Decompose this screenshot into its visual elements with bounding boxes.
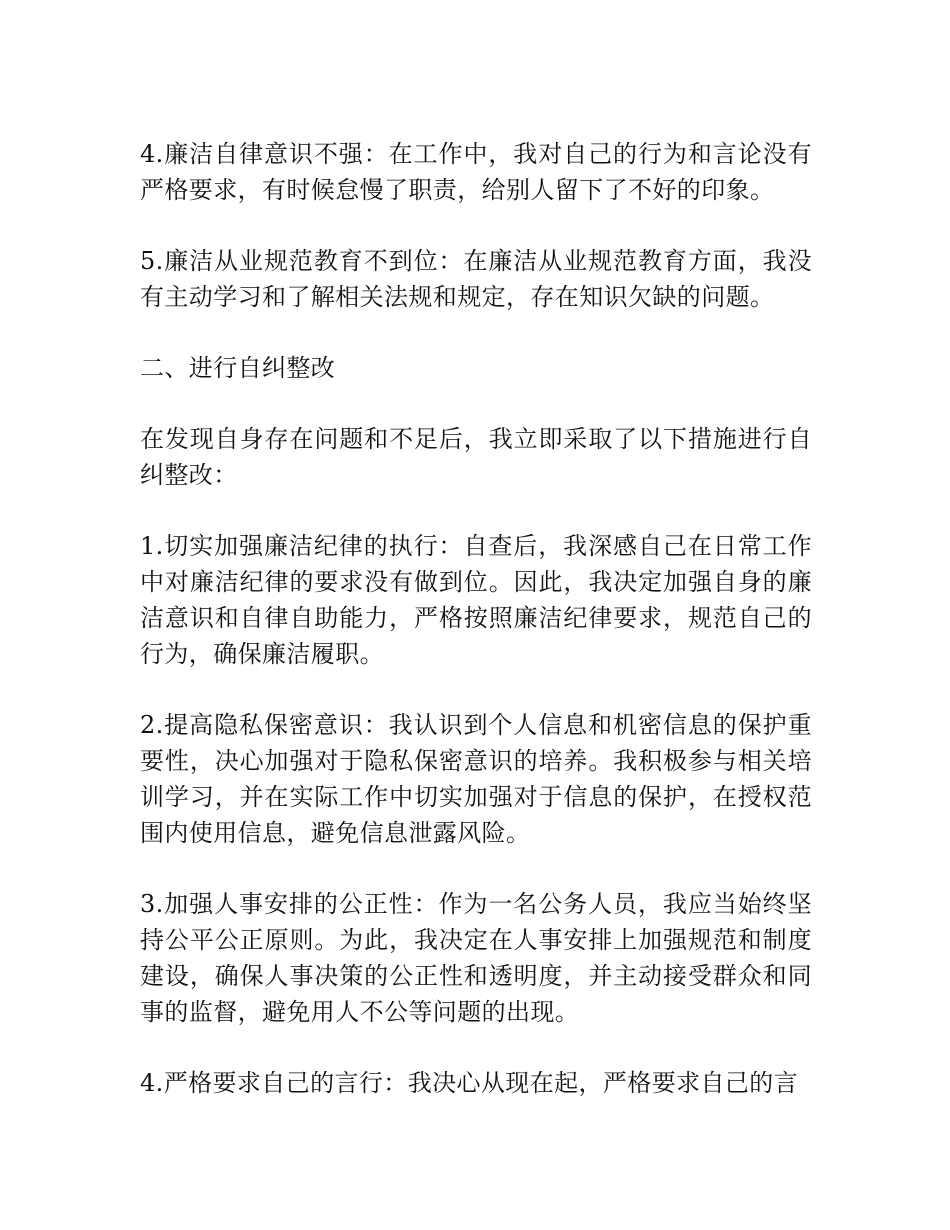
paragraph-measure-4: 4.严格要求自己的言行：我决心从现在起，严格要求自己的言 [140,1069,799,1097]
paragraph-self-discipline: 4.廉洁自律意识不强：在工作中，我对自己的行为和言论没有严格要求，有时候怠慢了职责，给别人留下了不好的印象。 [140,140,812,204]
paragraph-intro: 在发现自身存在问题和不足后，我立即采取了以下措施进行自纠整改： [140,425,812,489]
paragraph-measure-1: 1.切实加强廉洁纪律的执行：自查后，我深感自己在日常工作中对廉洁纪律的要求没有做到位。因此，我决定加强自身的廉洁意识和自律自助能力，严格按照廉洁纪律要求，规范自己的行为，确保廉洁履职。 [140,532,812,668]
paragraph-measure-3: 3.加强人事安排的公正性：作为一名公务人员，我应当始终坚持公平公正原则。为此，我决定在人事安排上加强规范和制度建设，确保人事决策的公正性和透明度，并主动接受群众和同事的监督，避免用人不公等问题的出现。 [140,890,812,1026]
section-heading: 二、进行自纠整改 [140,354,336,382]
document-page [140,136,812,1136]
paragraph-measure-2: 2.提高隐私保密意识：我认识到个人信息和机密信息的保护重要性，决心加强对于隐私保密意识的培养。我积极参与相关培训学习，并在实际工作中切实加强对于信息的保护，在授权范围内使用信息，避免信息泄露风险。 [140,711,812,847]
paragraph-education: 5.廉洁从业规范教育不到位：在廉洁从业规范教育方面，我没有主动学习和了解相关法规和规定，存在知识欠缺的问题。 [140,247,812,311]
